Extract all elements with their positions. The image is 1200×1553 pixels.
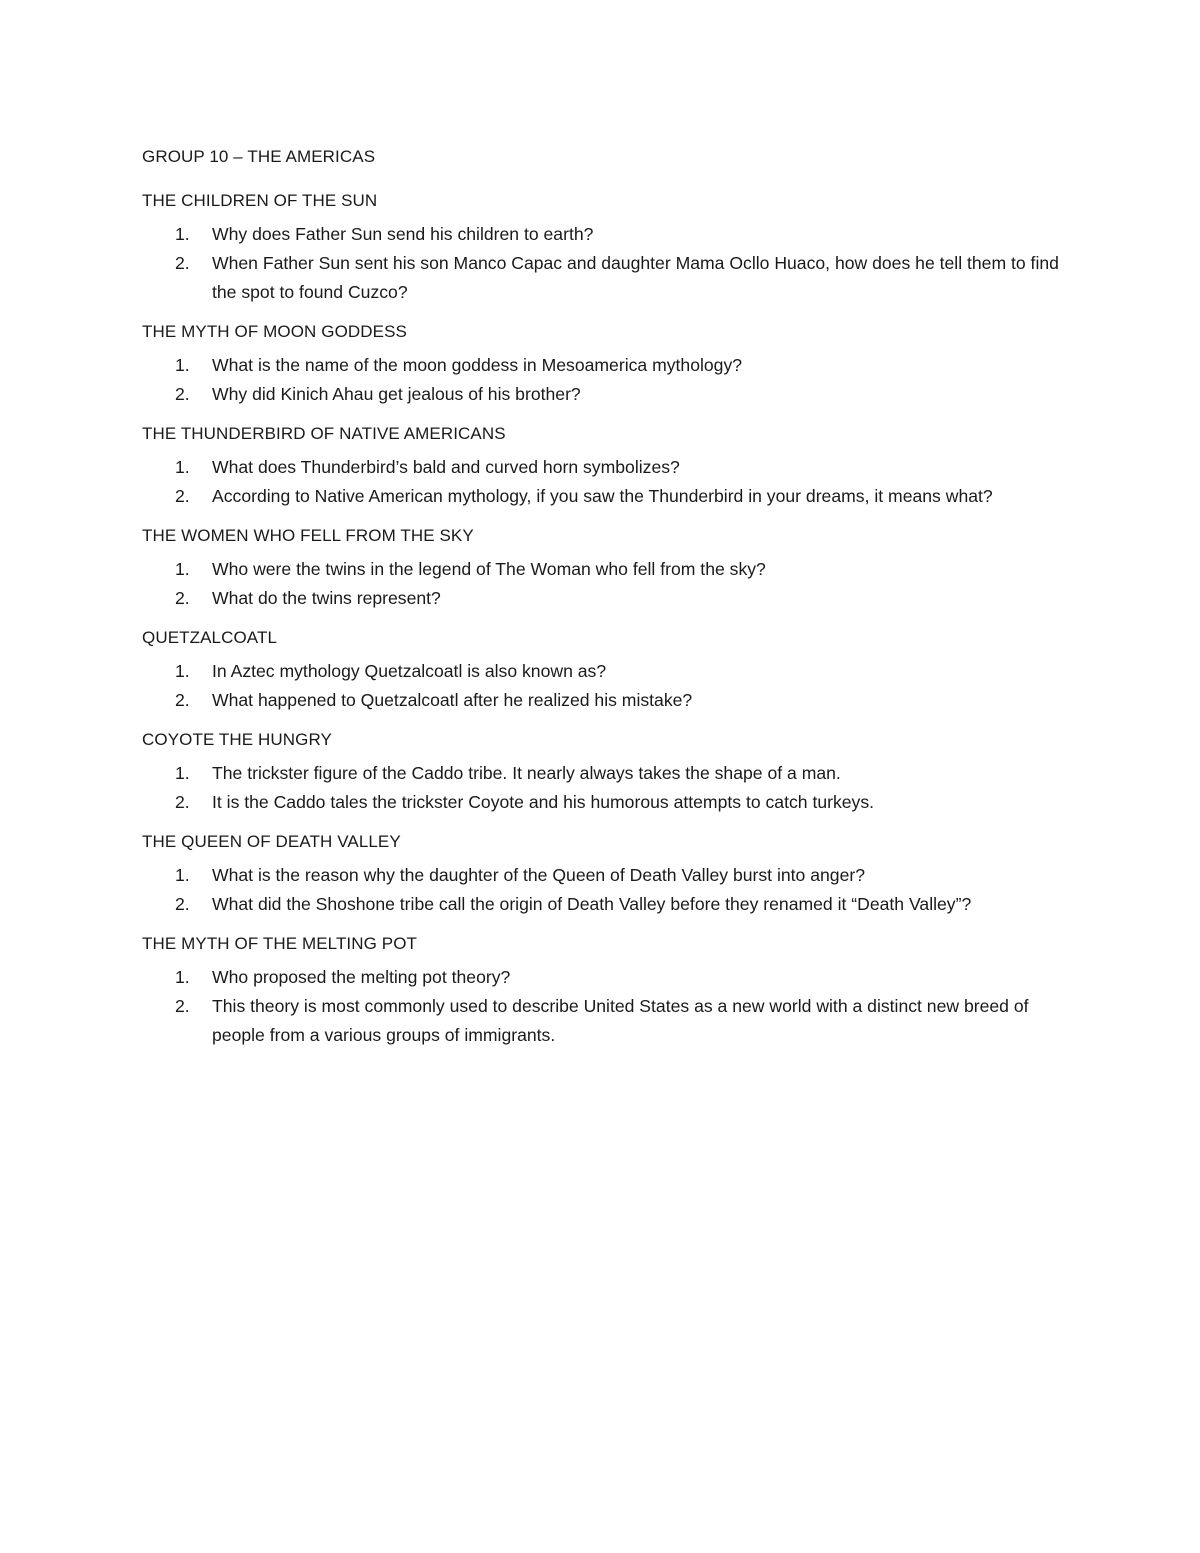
question-section	[142, 931, 1062, 1050]
section-heading: THE MYTH OF MOON GODDESS	[142, 322, 407, 341]
question-item	[142, 249, 1062, 307]
question-text: What is the name of the moon goddess in Mesoamerica mythology?	[212, 355, 743, 375]
question-number: 2.	[175, 384, 190, 404]
document-content	[142, 144, 1062, 1062]
question-text: Who were the twins in the legend of The Woman who fell from the sky?	[212, 559, 766, 579]
section-heading: THE WOMEN WHO FELL FROM THE SKY	[142, 526, 474, 545]
question-number: 1.	[175, 224, 190, 244]
section-heading: COYOTE THE HUNGRY	[142, 730, 332, 749]
question-number: 1.	[175, 661, 190, 681]
question-number: 2.	[175, 690, 190, 710]
question-number: 2.	[175, 792, 190, 812]
question-number: 1.	[175, 355, 190, 375]
question-section	[142, 727, 1062, 817]
question-text: According to Native American mythology, if you saw the Thunderbird in your dreams, it means what?	[212, 486, 993, 506]
question-text: What happened to Quetzalcoatl after he realized his mistake?	[212, 690, 693, 710]
question-item	[142, 482, 1062, 511]
question-text: Why did Kinich Ahau get jealous of his brother?	[212, 384, 581, 404]
question-item	[142, 759, 1062, 788]
question-item	[142, 584, 1062, 613]
question-list	[142, 657, 1062, 715]
question-section	[142, 421, 1062, 511]
document-title: GROUP 10 – THE AMERICAS	[142, 147, 376, 166]
question-text: It is the Caddo tales the trickster Coyote and his humorous attempts to catch turkeys.	[212, 792, 875, 812]
question-item	[142, 453, 1062, 482]
question-text: What do the twins represent?	[212, 588, 441, 608]
question-item	[142, 861, 1062, 890]
question-list	[142, 555, 1062, 613]
question-section	[142, 829, 1062, 919]
question-item	[142, 788, 1062, 817]
question-section	[142, 625, 1062, 715]
question-number: 1.	[175, 559, 190, 579]
question-item	[142, 380, 1062, 409]
question-list	[142, 453, 1062, 511]
question-number: 1.	[175, 763, 190, 783]
question-item	[142, 992, 1062, 1050]
question-number: 2.	[175, 894, 190, 914]
question-number: 2.	[175, 486, 190, 506]
question-item	[142, 351, 1062, 380]
question-list	[142, 963, 1062, 1050]
question-text: Why does Father Sun send his children to earth?	[212, 224, 594, 244]
question-text: What does Thunderbird’s bald and curved horn symbolizes?	[212, 457, 680, 477]
question-item	[142, 890, 1062, 919]
question-list	[142, 220, 1062, 307]
question-item	[142, 686, 1062, 715]
question-item	[142, 220, 1062, 249]
question-text: This theory is most commonly used to describe United States as a new world with a distinct new breed of people from a various groups of immigrants.	[212, 996, 1029, 1045]
section-list	[142, 188, 1062, 1050]
question-text: In Aztec mythology Quetzalcoatl is also known as?	[212, 661, 607, 681]
question-section	[142, 188, 1062, 307]
question-section	[142, 319, 1062, 409]
question-text: Who proposed the melting pot theory?	[212, 967, 511, 987]
question-number: 1.	[175, 865, 190, 885]
question-item	[142, 555, 1062, 584]
question-text: What did the Shoshone tribe call the origin of Death Valley before they renamed it “Death Valley”?	[212, 894, 972, 914]
question-section	[142, 523, 1062, 613]
question-number: 1.	[175, 457, 190, 477]
question-text: When Father Sun sent his son Manco Capac and daughter Mama Ocllo Huaco, how does he tell them to find the spot to found Cuzco?	[212, 253, 1059, 302]
question-number: 2.	[175, 996, 190, 1016]
section-heading: THE MYTH OF THE MELTING POT	[142, 934, 418, 953]
question-list	[142, 351, 1062, 409]
section-heading: THE CHILDREN OF THE SUN	[142, 191, 378, 210]
question-list	[142, 759, 1062, 817]
question-number: 1.	[175, 967, 190, 987]
section-heading: THE QUEEN OF DEATH VALLEY	[142, 832, 401, 851]
question-number: 2.	[175, 253, 190, 273]
question-text: What is the reason why the daughter of the Queen of Death Valley burst into anger?	[212, 865, 865, 885]
section-heading: THE THUNDERBIRD OF NATIVE AMERICANS	[142, 424, 506, 443]
question-list	[142, 861, 1062, 919]
question-item	[142, 963, 1062, 992]
question-number: 2.	[175, 588, 190, 608]
section-heading: QUETZALCOATL	[142, 628, 278, 647]
question-text: The trickster figure of the Caddo tribe. It nearly always takes the shape of a man.	[212, 763, 841, 783]
question-item	[142, 657, 1062, 686]
